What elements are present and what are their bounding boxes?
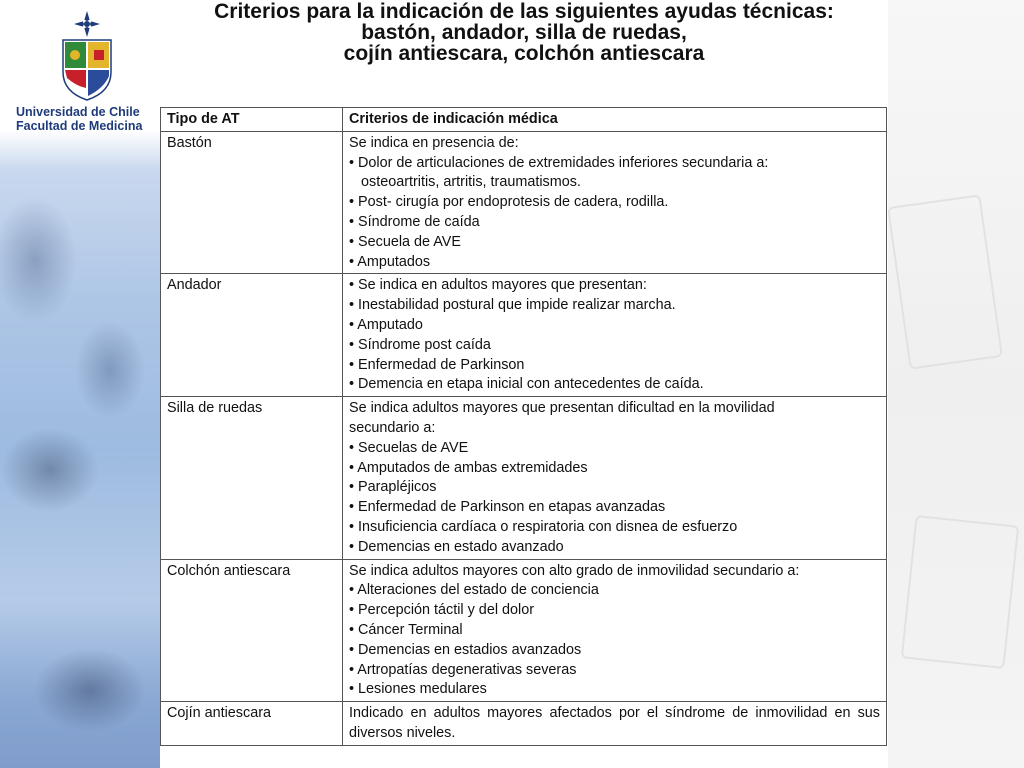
criteria-line: • Alteraciones del estado de conciencia bbox=[349, 582, 599, 599]
criteria-line: • Demencia en etapa inicial con antecedentes de caída. bbox=[349, 376, 704, 393]
column-header-type: Tipo de AT bbox=[161, 108, 343, 132]
criteria-line: • Síndrome de caída bbox=[349, 213, 480, 230]
criteria-line: • Enfermedad de Parkinson bbox=[349, 356, 525, 373]
row-criteria bbox=[343, 397, 887, 559]
table-header-row bbox=[161, 108, 887, 132]
criteria-line: • Secuela de AVE bbox=[349, 233, 461, 250]
criteria-line: • Inestabilidad postural que impide realizar marcha. bbox=[349, 297, 676, 314]
watermark-shape bbox=[901, 515, 1019, 669]
title-line-3: cojín antiescara, colchón antiescara bbox=[343, 42, 705, 65]
watermark-shape bbox=[887, 194, 1003, 369]
table-row bbox=[161, 274, 887, 397]
row-criteria bbox=[343, 559, 887, 702]
row-type: Colchón antiescara bbox=[161, 559, 343, 702]
title-line-1: Criterios para la indicación de las siguientes ayudas técnicas: bbox=[214, 0, 834, 23]
row-type: Silla de ruedas bbox=[161, 397, 343, 559]
criteria-line: • Secuelas de AVE bbox=[349, 439, 469, 456]
criteria-line: • Enfermedad de Parkinson en etapas avanzadas bbox=[349, 499, 666, 516]
university-crest-icon bbox=[58, 10, 116, 102]
criteria-line: Se indica adultos mayores que presentan dificultad en la movilidad bbox=[349, 400, 775, 417]
row-type: Cojín antiescara bbox=[161, 702, 343, 746]
criteria-line: • Lesiones medulares bbox=[349, 681, 487, 698]
row-type: Andador bbox=[161, 274, 343, 397]
criteria-line: • Amputado bbox=[349, 316, 423, 333]
criteria-paragraph: Indicado en adultos mayores afectados por el síndrome de inmovilidad en sus diversos niveles. bbox=[349, 705, 880, 741]
criteria-line: • Dolor de articulaciones de extremidades inferiores secundaria a: bbox=[349, 154, 769, 171]
criteria-line: • Percepción táctil y del dolor bbox=[349, 602, 535, 619]
criteria-line: Se indica adultos mayores con alto grado de inmovilidad secundario a: bbox=[349, 562, 800, 579]
background-photo bbox=[0, 170, 160, 768]
criteria-line: • Insuficiencia cardíaca o respiratoria con disnea de esfuerzo bbox=[349, 518, 738, 535]
table-row bbox=[161, 397, 887, 559]
table-row bbox=[161, 131, 887, 274]
faculty-label: Facultad de Medicina bbox=[16, 119, 143, 133]
criteria-line: osteoartritis, artritis, traumatismos. bbox=[361, 174, 581, 191]
row-type: Bastón bbox=[161, 131, 343, 274]
column-header-criteria: Criterios de indicación médica bbox=[343, 108, 887, 132]
criteria-line: • Parapléjicos bbox=[349, 479, 437, 496]
criteria-line: • Demencias en estado avanzado bbox=[349, 538, 564, 555]
criteria-line: Se indica en presencia de: bbox=[349, 134, 519, 151]
title-line-2: bastón, andador, silla de ruedas, bbox=[361, 21, 687, 44]
table-row bbox=[161, 559, 887, 702]
right-decorative-panel bbox=[888, 0, 1024, 768]
criteria-line: secundario a: bbox=[349, 419, 436, 436]
row-criteria bbox=[343, 274, 887, 397]
row-criteria bbox=[343, 131, 887, 274]
criteria-line: • Se indica en adultos mayores que presentan: bbox=[349, 277, 647, 294]
row-criteria bbox=[343, 702, 887, 746]
criteria-line: • Cáncer Terminal bbox=[349, 621, 463, 638]
criteria-line: • Amputados de ambas extremidades bbox=[349, 459, 588, 476]
criteria-line: • Artropatías degenerativas severas bbox=[349, 661, 577, 678]
university-name bbox=[16, 105, 161, 133]
table-row bbox=[161, 702, 887, 746]
criteria-line: • Síndrome post caída bbox=[349, 336, 491, 353]
criteria-line: • Demencias en estadios avanzados bbox=[349, 641, 582, 658]
slide-title bbox=[160, 1, 888, 64]
university-label: Universidad de Chile bbox=[16, 105, 140, 119]
criteria-table bbox=[160, 107, 887, 746]
criteria-line: • Amputados bbox=[349, 253, 431, 270]
criteria-line: • Post- cirugía por endoprotesis de cadera, rodilla. bbox=[349, 194, 669, 211]
